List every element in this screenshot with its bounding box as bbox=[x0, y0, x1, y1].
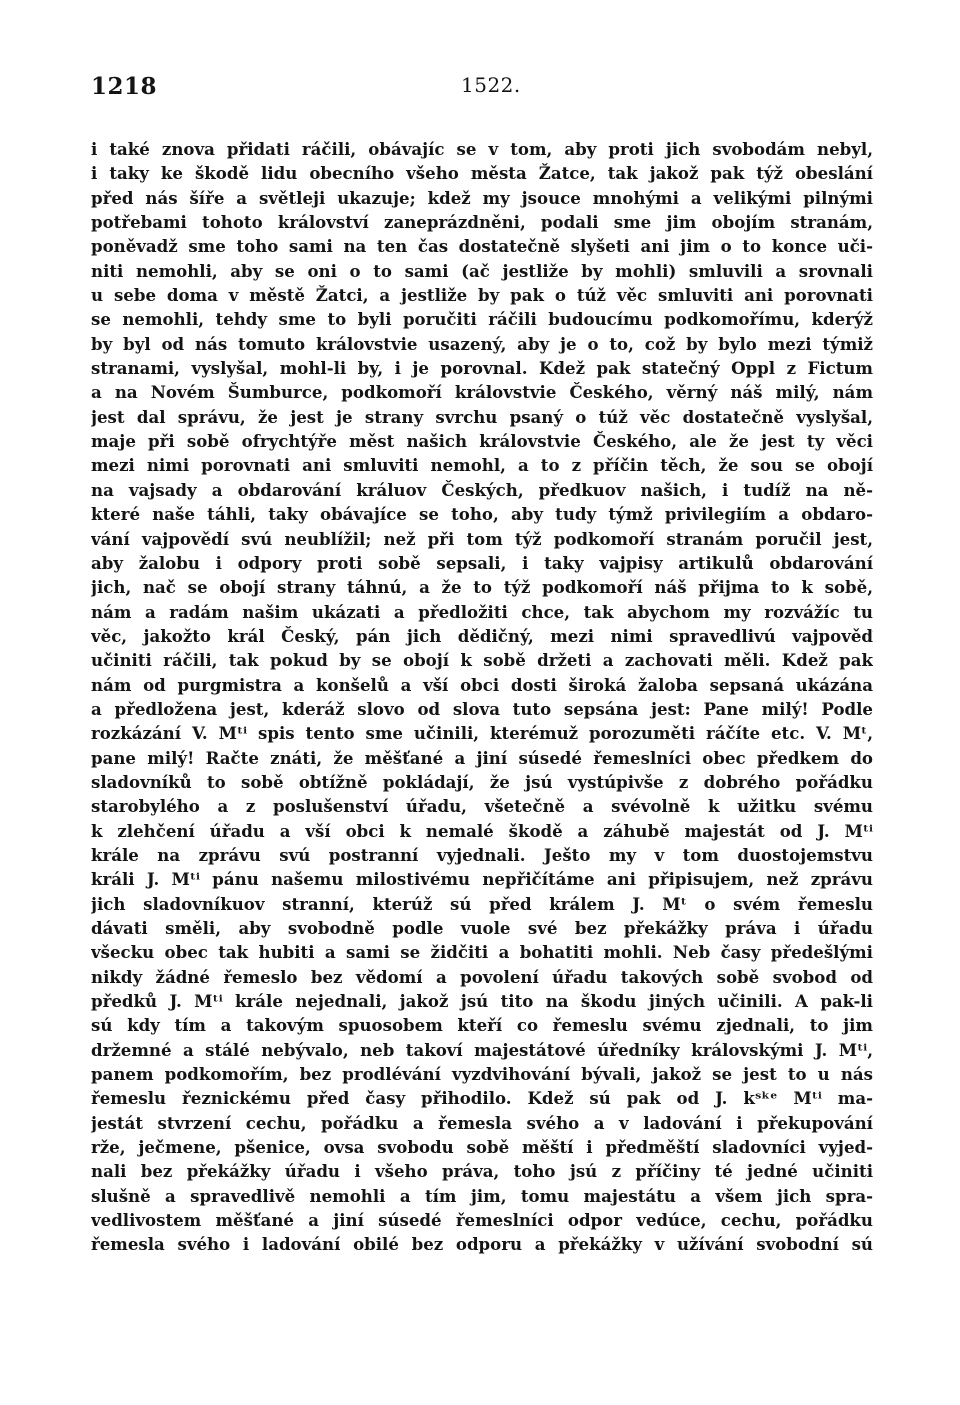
text-line: nikdy žádné řemeslo bez vědomí a povolení úřadu takových sobě svobod od bbox=[91, 966, 873, 987]
text-line: jich sladovníkuov stranní, kterúž sú před králem J. Mᵗ o svém řemeslu bbox=[91, 893, 873, 914]
text-line: které naše táhli, taky obávajíce se toho, aby tudy týmž privilegiím a obdaro- bbox=[91, 504, 873, 525]
text-line: a předložena jest, kderáž slovo od slova tuto sepsána jest: Pane milý! Podle bbox=[91, 698, 873, 719]
text-line: k zlehčení úřadu a vší obci k nemalé škodě a záhubě majestát od J. Mᵗⁱ bbox=[91, 820, 873, 841]
text-line: před nás šíře a světleji ukazuje; kdež my jsouce mnohými a velikými pilnými bbox=[91, 187, 873, 208]
text-line: předků J. Mᵗⁱ krále nejednali, jakož jsú tito na škodu jiných učinili. A pak-li bbox=[91, 991, 873, 1012]
text-line: dávati směli, aby svobodně podle vuole své bez překážky práva i úřadu bbox=[91, 918, 873, 938]
text-line: věc, jakožto král Český, pán jich dědičný, mezi nimi spravedlivú vajpověď bbox=[91, 625, 873, 646]
text-line: na vajsady a obdarování králuov Českých, předkuov našich, i tudíž na ně- bbox=[91, 479, 873, 500]
text-line: řemesla svého i ladování obilé bez odporu a překážky v užívání svobodní sú bbox=[91, 1234, 873, 1255]
text-line: nám a radám našim ukázati a předložiti chce, tak abychom my rozvážíc tu bbox=[91, 601, 873, 622]
text-line: vání vajpovědí svú neublížil; než při tom týž podkomoří stranám poručil jest, bbox=[91, 528, 873, 549]
text-line: držemné a stálé nebývalo, neb takoví majestátové úředníky královskými J. Mᵗⁱ, bbox=[91, 1039, 873, 1060]
body-text bbox=[91, 137, 873, 1257]
text-line: nám od purgmistra a konšelů a vší obci dosti široká žaloba sepsaná ukázána bbox=[91, 674, 873, 695]
text-line: by byl od nás tomuto královstvie usazený, aby je o to, což by bylo mezi týmiž bbox=[91, 333, 873, 354]
text-line: u sebe doma v městě Žatci, a jestliže by pak o túž věc smluviti ani porovnati bbox=[91, 285, 873, 306]
text-line: králi J. Mᵗⁱ pánu našemu milostivému nepřičítáme ani připisujem, než zprávu bbox=[91, 869, 873, 890]
text-line: poněvadž sme toho sami na ten čas dostatečně slyšeti ani jim o to konce uči- bbox=[91, 236, 873, 257]
text-line: starobylého a z poslušenství úřadu, všetečně a svévolně k užitku svému bbox=[91, 796, 873, 817]
text-line: pane milý! Račte znáti, že měšťané a jiní súsedé řemeslníci obec předkem do bbox=[91, 747, 873, 768]
text-line: vedlivostem měšťané a jiní súsedé řemeslníci odpor vedúce, cechu, pořádku bbox=[91, 1210, 873, 1231]
text-line: sú kdy tím a takovým spuosobem kteří co řemeslu svému zjednali, to jim bbox=[91, 1015, 873, 1036]
text-line: panem podkomořím, bez prodlévání vyzdvihování bývali, jakož se jest to u nás bbox=[91, 1064, 873, 1085]
text-line: a na Novém Šumburce, podkomoří královstvie Českého, věrný náš milý, nám bbox=[91, 382, 873, 403]
text-line: mezi nimi porovnati ani smluviti nemohl, a to z příčin těch, že sou se obojí bbox=[91, 455, 873, 476]
running-head-year: 1522. bbox=[461, 73, 521, 97]
text-line: všecku obec tak hubiti a sami se židčiti a bohatiti mohli. Neb časy předešlými bbox=[91, 942, 873, 963]
page-number: 1218 bbox=[91, 73, 158, 100]
text-line: rozkázání V. Mᵗⁱ spis tento sme učinili, kterémuž porozuměti ráčíte etc. V. Mᵗ, bbox=[91, 723, 873, 744]
text-line: aby žalobu i odpory proti sobě sepsali, i taky vajpisy artikulů obdarování bbox=[91, 552, 873, 573]
text-line: se nemohli, tehdy sme to byli poručiti ráčili budoucímu podkomořímu, kderýž bbox=[91, 309, 873, 330]
text-line: krále na zprávu svú postranní vyjednali. Ješto my v tom duostojemstvu bbox=[91, 844, 873, 865]
text-line: nali bez překážky úřadu i všeho práva, toho jsú z příčiny té jedné učiniti bbox=[91, 1161, 873, 1182]
text-line: slušně a spravedlivě nemohli a tím jim, tomu majestátu a všem jich spra- bbox=[91, 1185, 873, 1206]
text-line: učiniti ráčili, tak pokud by se obojí k sobě držeti a zachovati měli. Kdež pak bbox=[91, 650, 873, 671]
text-line: sladovníků to sobě obtížně pokládají, že jsú vystúpivše z dobrého pořádku bbox=[91, 771, 873, 792]
page-header bbox=[91, 73, 873, 109]
text-line: jestát stvrzení cechu, pořádku a řemesla svého a v ladování i překupování bbox=[91, 1112, 873, 1133]
text-line: i také znova přidati ráčili, obávajíc se v tom, aby proti jich svobodám nebyl, bbox=[91, 139, 873, 159]
text-line: rže, ječmene, pšenice, ovsa svobodu sobě měští i předměští sladovníci vyjed- bbox=[91, 1137, 873, 1158]
text-line: stranami, vyslyšal, mohl-li by, i je porovnal. Kdež pak statečný Oppl z Fictum bbox=[91, 358, 873, 379]
text-line: potřebami tohoto království zaneprázdněni, podali sme jim obojím stranám, bbox=[91, 212, 873, 233]
text-line: jich, nač se obojí strany táhnú, a že to týž podkomoří náš přijma to k sobě, bbox=[91, 577, 873, 598]
text-line: jest dal správu, že jest je strany svrchu psaný o túž věc dostatečně vyslyšal, bbox=[91, 406, 873, 427]
text-line: maje při sobě ofrychtýře měst našich královstvie Českého, ale že jest ty věci bbox=[91, 431, 873, 452]
text-line: i taky ke škodě lidu obecního všeho města Žatce, tak jakož pak týž obeslání bbox=[91, 163, 873, 184]
text-line: niti nemohli, aby se oni o to sami (ač jestliže by mohli) smluvili a srovnali bbox=[91, 260, 873, 281]
text-line: řemeslu řeznickému před časy přihodilo. Kdež sú pak od J. kˢᵏᵉ Mᵗⁱ ma- bbox=[91, 1088, 873, 1109]
